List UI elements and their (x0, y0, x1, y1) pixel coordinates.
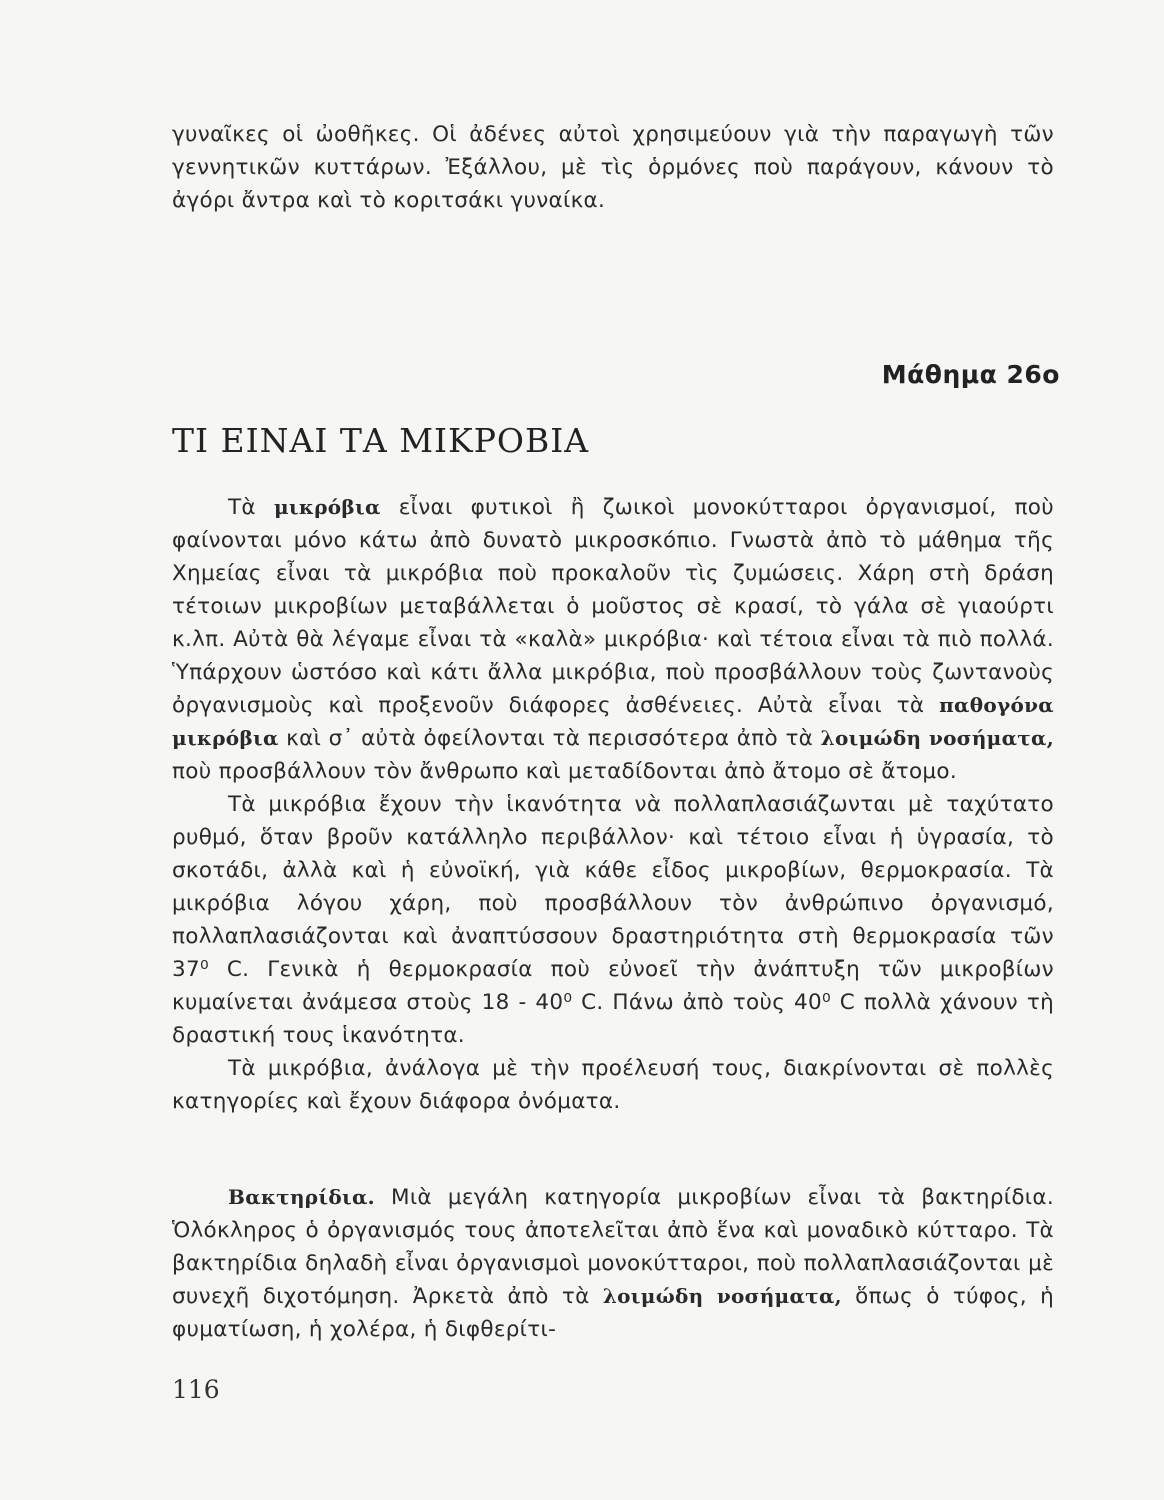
section-heading-bacteria: Βακτηρίδια. (228, 1185, 375, 1209)
bacteria-section (172, 1181, 1054, 1346)
text-segment: ὅπως ὁ τύφος, ἡ φυματίωση, ἡ χολέρα, ἡ διφθερίτι- (172, 1284, 1054, 1342)
bold-term-infectious-diseases: λοιμώδη νοσήματα, (820, 726, 1054, 750)
intro-paragraph: γυναῖκες οἱ ὠοθῆκες. Οἱ ἀδένες αὐτοὶ χρησιμεύουν γιὰ τὴν παραγωγὴ τῶν γεννητικῶν κυττάρων. Ἐξάλλου, μὲ τὶς ὁρμόνες ποὺ παράγουν, κάνουν τὸ ἀγόρι ἄντρα καὶ τὸ κοριτσάκι γυναίκα. (172, 122, 1054, 213)
chapter-title: ΤΙ ΕΙΝΑΙ ΤΑ ΜΙΚΡΟΒΙΑ (172, 421, 590, 460)
bold-term-infectious-diseases: λοιμώδη νοσήματα, (602, 1284, 842, 1308)
text-segment: Τὰ (228, 495, 274, 520)
intro-paragraph-block (172, 118, 1054, 217)
text-segment: εἶναι φυτικοὶ ἢ ζωικοὶ μονοκύτταροι ὀργανισμοί, ποὺ φαίνονται μόνο κάτω ἀπὸ δυνατὸ μικροσκόπιο. Γνωστὰ ἀπὸ τὸ μάθημα τῆς Χημείας εἶναι τὰ μικρόβια ποὺ προκαλοῦν τὶς ζυμώσεις. Χάρη στὴ δράση τέτοιων μικροβίων μεταβάλλεται ὁ μοῦστος σὲ κρασί, τὸ γάλα σὲ γιαούρτι κ.λπ. Αὐτὰ θὰ λέγαμε εἶναι τὰ «καλὰ» μικρόβια· καὶ τέτοια εἶναι τὰ πιὸ πολλά. Ὑπάρχουν ὡστόσο καὶ κάτι ἄλλα μικρόβια, ποὺ προσβάλλουν τοὺς ζωντανοὺς ὀργανισμοὺς καὶ προξενοῦν διάφορες ἀσθένειες. Αὐτὰ εἶναι τὰ (172, 495, 1054, 718)
paragraph-bacteria (172, 1181, 1054, 1346)
chapter-body (172, 491, 1054, 1118)
text-segment: ποὺ προσβάλλουν τὸν ἄνθρωπο καὶ μεταδίδονται ἀπὸ ἄτομο σὲ ἄτομο. (172, 759, 957, 784)
text-segment: καὶ σ᾽ αὐτὰ ὀφείλονται τὰ περισσότερα ἀπὸ τὰ (278, 726, 821, 751)
lesson-number-label: Μάθημα 26ο (881, 360, 1060, 389)
page-number: 116 (172, 1375, 220, 1404)
paragraph-multiplication: Τὰ μικρόβια ἔχουν τὴν ἱκανότητα νὰ πολλαπλασιάζωνται μὲ ταχύτατο ρυθμό, ὅταν βροῦν κατάλληλο περιβάλλον· καὶ τέτοιο εἶναι ἡ ὑγρασία, τὸ σκοτάδι, ἀλλὰ καὶ ἡ εὐνοϊκή, γιὰ κάθε εἶδος μικροβίων, θερμοκρασία. Τὰ μικρόβια λόγου χάρη, ποὺ προσβάλλουν τὸν ἀνθρώπινο ὀργανισμό, πολλαπλασιάζονται καὶ ἀναπτύσσουν δραστηριότητα στὴ θερμοκρασία τῶν 37⁰ C. Γενικὰ ἡ θερμοκρασία ποὺ εὐνοεῖ τὴν ἀνάπτυξη τῶν μικροβίων κυμαίνεται ἀνάμεσα στοὺς 18 - 40⁰ C. Πάνω ἀπὸ τοὺς 40⁰ C πολλὰ χάνουν τὴ δραστική τους ἱκανότητα. (172, 792, 1054, 1048)
paragraph-categories: Τὰ μικρόβια, ἀνάλογα μὲ τὴν προέλευσή τους, διακρίνονται σὲ πολλὲς κατηγορίες καὶ ἔχουν διάφορα ὀνόματα. (172, 1056, 1054, 1114)
bold-term-microbes: μικρόβια (273, 495, 381, 519)
text-segment: Μιὰ μεγάλη κατηγορία μικροβίων εἶναι τὰ βακτηρίδια. Ὁλόκληρος ὁ ὀργανισμός τους ἀποτελεῖται ἀπὸ ἕνα καὶ μοναδικὸ κύτταρο. Τὰ βακτηρίδια δηλαδὴ εἶναι ὀργανισμοὶ μονοκύτταροι, ποὺ πολλαπλασιάζονται μὲ συνεχῆ διχοτόμηση. Ἀρκετὰ ἀπὸ τὰ (172, 1185, 1054, 1309)
paragraph-microbes-definition (172, 491, 1054, 788)
bold-term-pathogenic-microbes: παθογόνα μικρόβια (172, 693, 1054, 750)
